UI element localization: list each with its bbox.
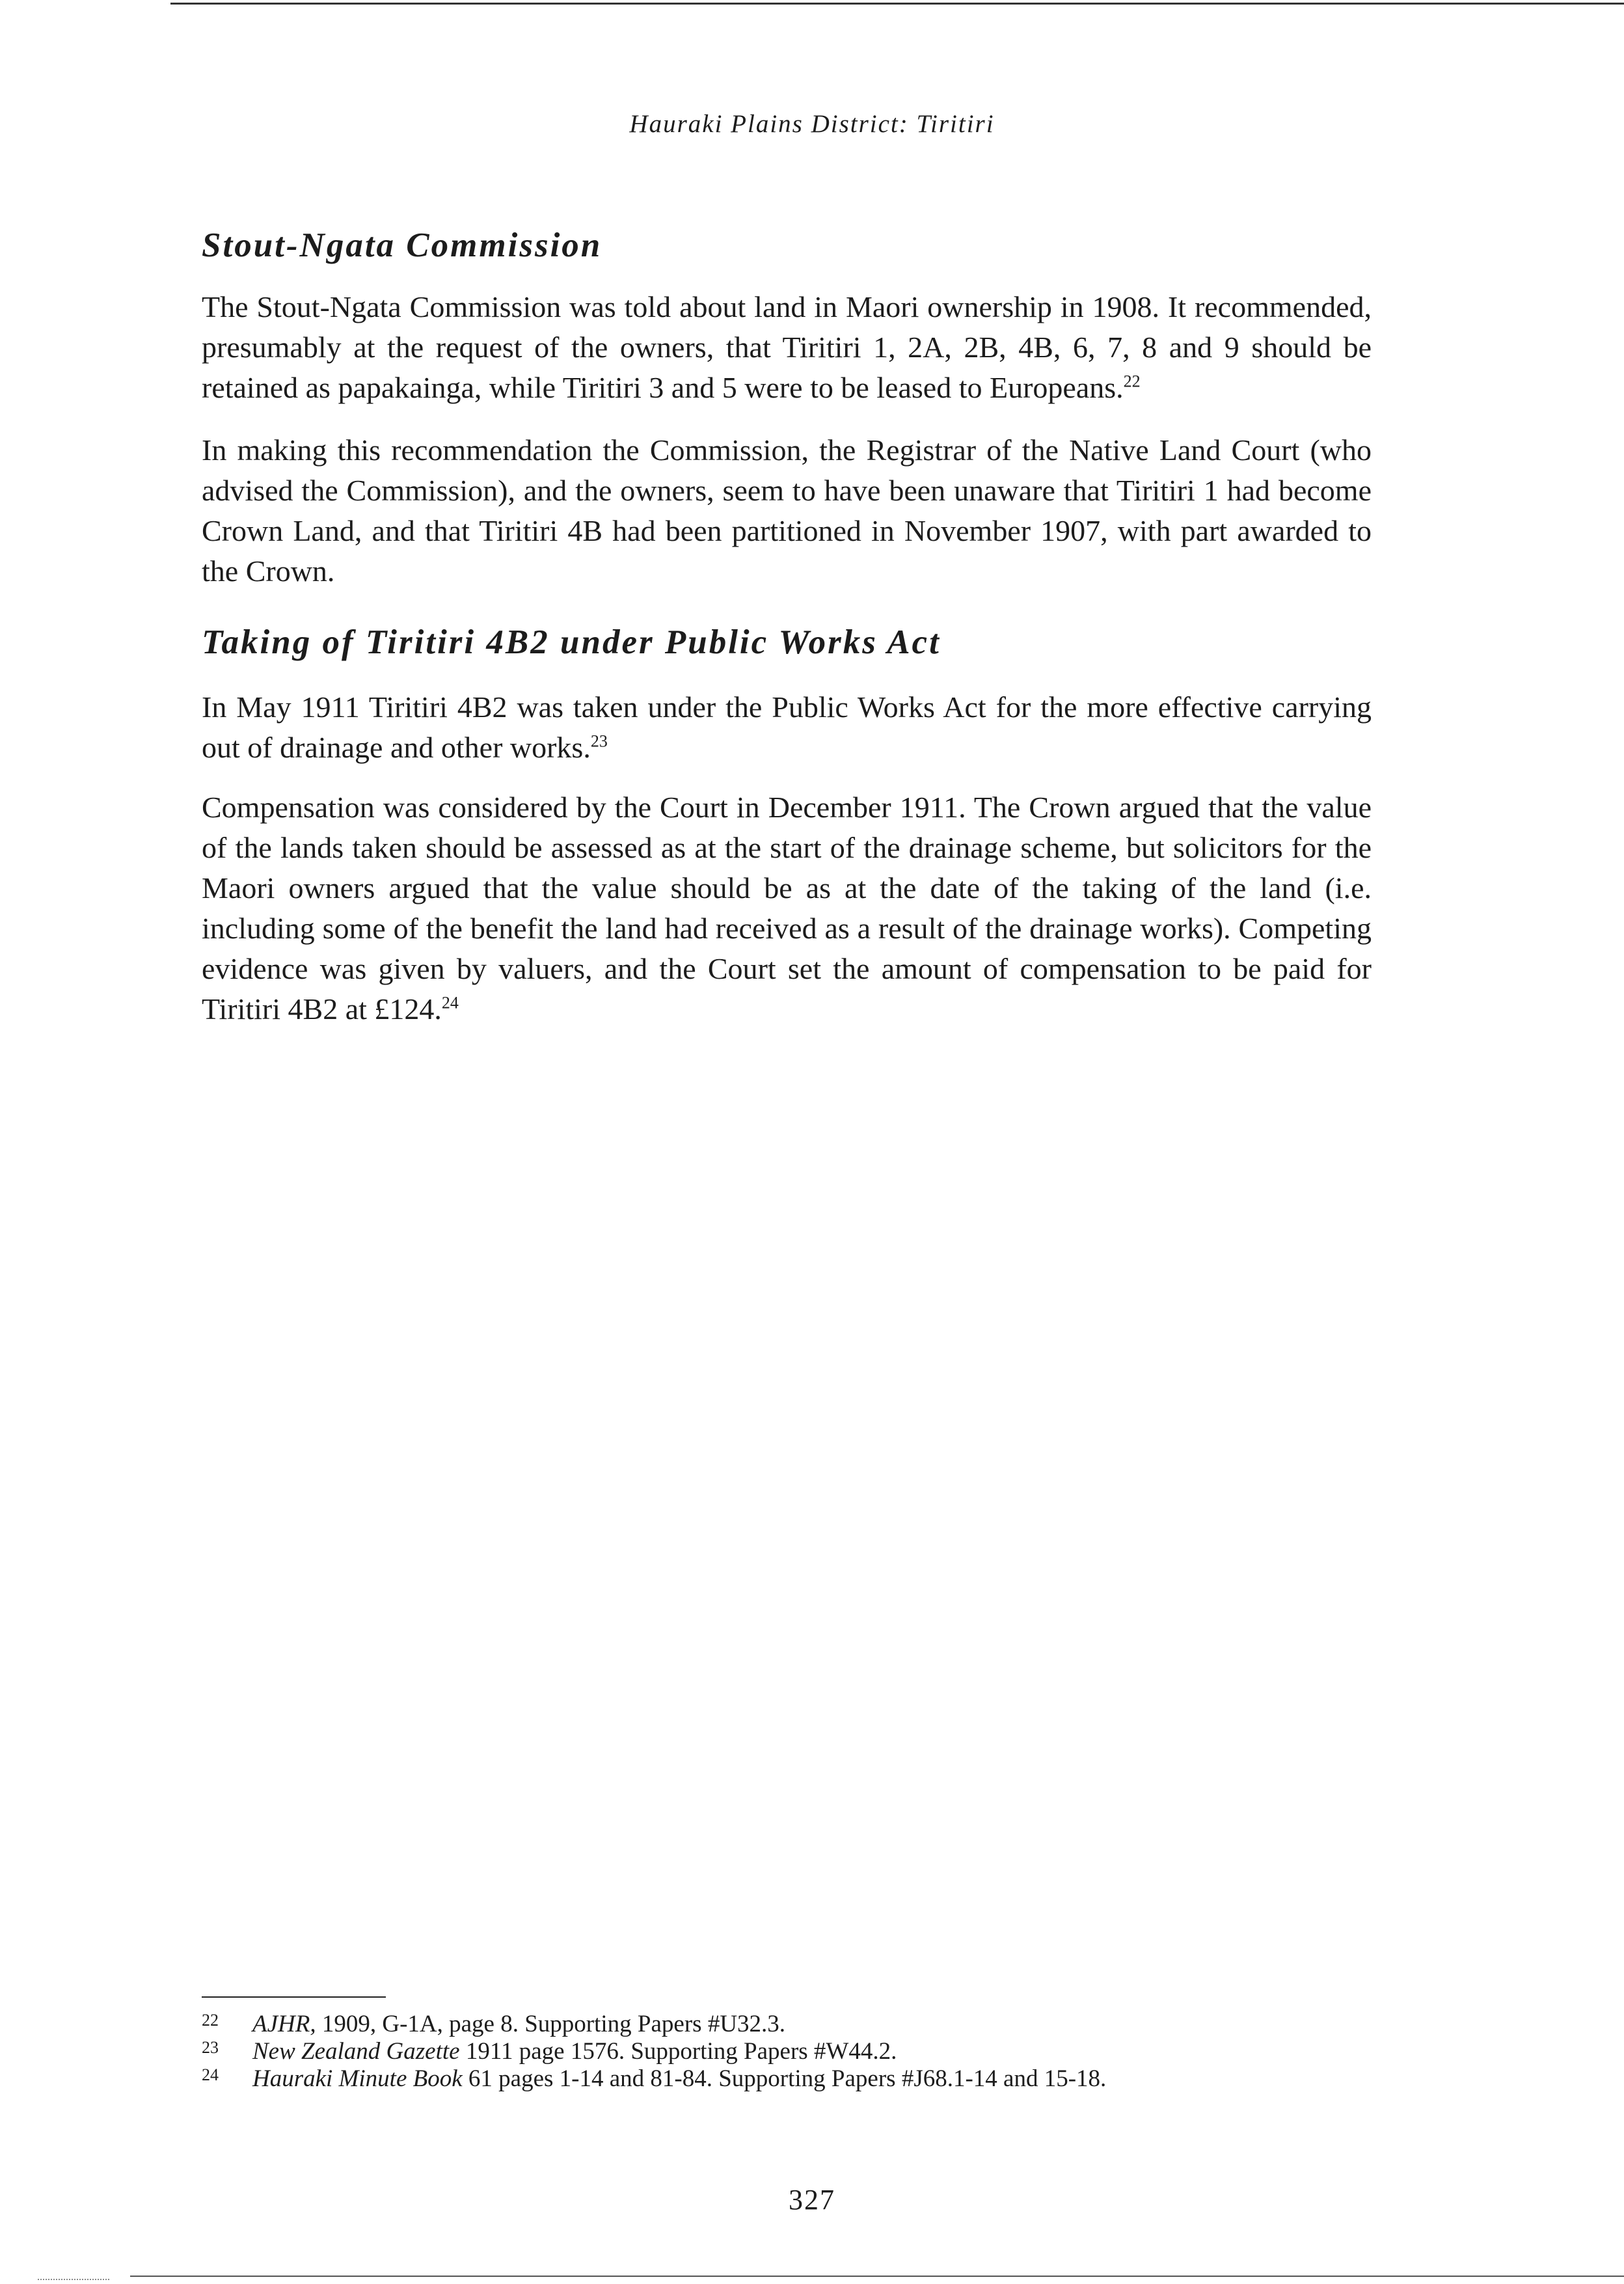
footnote-number: 24 bbox=[202, 2065, 219, 2084]
section-heading-public-works: Taking of Tiritiri 4B2 under Public Works Act bbox=[202, 623, 941, 661]
bottom-rule bbox=[130, 2276, 1624, 2277]
bottom-dotted-rule bbox=[38, 2279, 109, 2281]
footnotes bbox=[202, 2011, 1373, 2093]
footnote-ref[interactable]: 24 bbox=[441, 993, 459, 1013]
footnote-number: 22 bbox=[202, 2011, 219, 2030]
paragraph-text: The Stout-Ngata Commission was told about land in Maori ownership in 1908. It recommended, presumably at the request of the owners, that Tiritiri 1, 2A, 2B, 4B, 6, 7, 8 and 9 should be retained as papakainga, while Tiritiri 3 and 5 were to be leased to Europeans. bbox=[202, 290, 1372, 404]
footnote-number: 23 bbox=[202, 2038, 219, 2057]
top-rule bbox=[170, 3, 1624, 5]
paragraph-text: In making this recommendation the Commission, the Registrar of the Native Land Court (who advised the Commission), and the owners, seem to have been unaware that Tiritiri 1 had become Crown Land, and that Tiritiri 4B had been partitioned in November 1907, with part awarded to the Crown. bbox=[202, 433, 1372, 588]
footnote bbox=[202, 2065, 1373, 2093]
section-heading-stout-ngata: Stout-Ngata Commission bbox=[202, 226, 602, 264]
footnote-rest: 61 pages 1-14 and 81-84. Supporting Papers #J68.1-14 and 15-18. bbox=[462, 2065, 1107, 2092]
footnote-italic: Hauraki Minute Book bbox=[252, 2065, 463, 2092]
paragraph bbox=[202, 787, 1372, 1029]
footnote-italic: New Zealand Gazette bbox=[252, 2038, 460, 2065]
footnote-text bbox=[252, 2065, 1106, 2093]
paragraph bbox=[202, 430, 1372, 591]
footnote bbox=[202, 2038, 1373, 2065]
footnote-ref[interactable]: 22 bbox=[1123, 372, 1141, 391]
footnote-separator bbox=[202, 1996, 386, 1998]
footnote-text bbox=[252, 2038, 897, 2065]
running-head: Hauraki Plains District: Tiritiri bbox=[629, 110, 995, 138]
footnote bbox=[202, 2011, 1373, 2038]
paragraph-text: Compensation was considered by the Court in December 1911. The Crown argued that the value of the lands taken should be assessed as at the start of the drainage scheme, but solicitors for the Maori owners argued that the value should be as at the date of the taking of the land (i.e. including some of the benefit the land had received as a result of the drainage works). Competing evidence was given by valuers, and the Court set the amount of compensation to be paid for Tiritiri 4B2 at £124. bbox=[202, 791, 1372, 1026]
footnote-rest: 1909, G-1A, page 8. Supporting Papers #U32.3. bbox=[316, 2011, 786, 2037]
footnote-italic: AJHR, bbox=[252, 2011, 316, 2037]
paragraph bbox=[202, 287, 1372, 408]
paragraph-text: In May 1911 Tiritiri 4B2 was taken under the Public Works Act for the more effective carrying out of drainage and other works. bbox=[202, 690, 1372, 764]
footnote-text bbox=[252, 2011, 785, 2038]
footnote-ref[interactable]: 23 bbox=[590, 731, 608, 751]
page-number: 327 bbox=[789, 2184, 835, 2216]
footnote-rest: 1911 page 1576. Supporting Papers #W44.2. bbox=[459, 2038, 897, 2065]
paragraph bbox=[202, 687, 1372, 768]
